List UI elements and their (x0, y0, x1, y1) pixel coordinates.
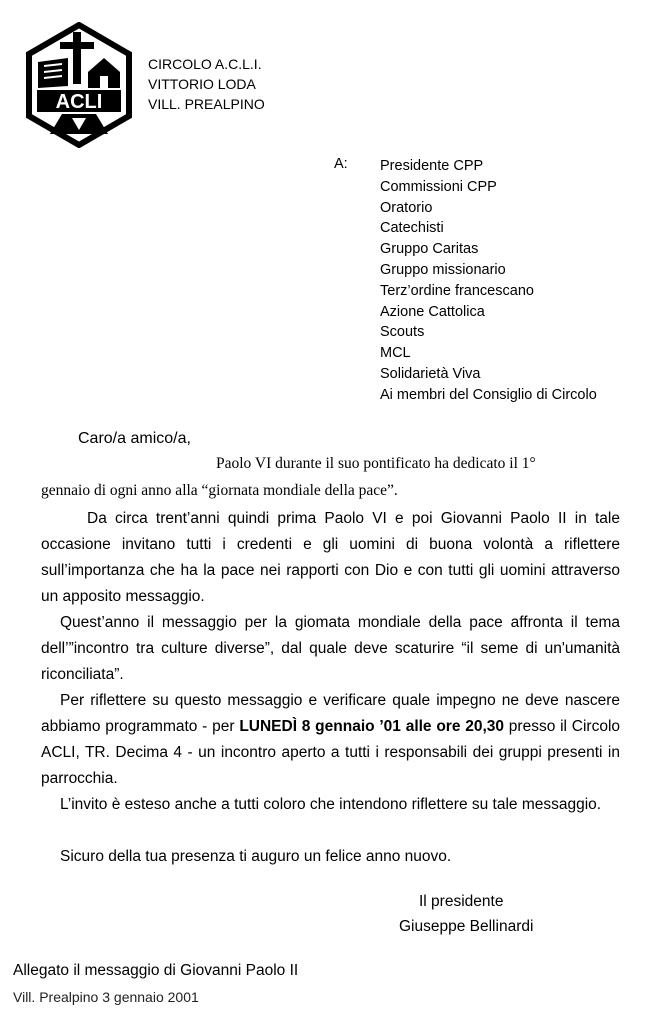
acli-logo (24, 22, 134, 148)
signature-name: Giuseppe Bellinardi (399, 918, 534, 935)
paragraph-3 (41, 688, 620, 792)
recipients-list (380, 156, 597, 406)
org-line: VILL. PREALPINO (148, 96, 265, 112)
paragraph-5: Sicuro della tua presenza ti auguro un felice anno nuovo. (60, 848, 452, 865)
paragraph-3-after: presso il Circolo ACLI, TR. Decima 4 - un incontro aperto a tutti i responsabili dei gruppi presenti in parrocchia. (41, 718, 621, 787)
recipient-item: Oratorio (380, 199, 433, 216)
paragraph-1: Da circa trent’anni quindi prima Paolo VI e poi Giovanni Paolo II in tale occasione invitano tutti i credenti e gli uomini di buona volontà a riflettere sull’importanza che ha la pace nei rapporti con Dio e con tutti gli uomini attraverso un apposito messaggio. (41, 510, 620, 605)
signature-title: Il presidente (419, 893, 504, 910)
recipient-item: Ai membri del Consiglio di Circolo (380, 386, 597, 403)
paragraph-2: Quest’anno il messaggio per la giomata mondiale della pace affronta il tema dell’”incontro tra culture diverse”, dal quale deve scaturire “il seme di un'umanità riconciliata”. (41, 614, 620, 683)
salutation: Caro/a amico/a, (78, 430, 191, 447)
recipient-item: Catechisti (380, 220, 444, 237)
intro-line-1: Paolo VI durante il suo pontificato ha dedicato il 1° (216, 455, 536, 472)
recipient-item: MCL (380, 345, 411, 362)
recipient-item: Commissioni CPP (380, 178, 497, 195)
intro-line-2: gennaio di ogni anno alla “giornata mondiale della pace”. (41, 482, 398, 499)
org-line: CIRCOLO A.C.L.I. (148, 56, 262, 72)
recipient-item: Azione Cattolica (380, 303, 485, 320)
recipient-item: Presidente CPP (380, 158, 484, 174)
recipient-item: Scouts (380, 324, 425, 341)
recipient-item: Terz’ordine francescano (380, 282, 534, 299)
attachment-note: Allegato il messaggio di Giovanni Paolo II (13, 962, 299, 979)
place-date: Vill. Prealpino 3 gennaio 2001 (13, 989, 199, 1005)
recipient-item: Gruppo Caritas (380, 241, 479, 258)
recipient-item: Solidarietà Viva (380, 365, 481, 382)
paragraph-4: L’invito è esteso anche a tutti coloro che intendono riflettere su tale messaggio. (60, 796, 602, 813)
recipient-item: Gruppo missionario (380, 261, 506, 278)
org-line: VITTORIO LODA (148, 76, 256, 92)
meeting-date: LUNEDÌ 8 gennaio ’01 alle ore 20,30 (239, 718, 505, 735)
paragraph-3-before: Per riflettere su questo messaggio e verificare quale impegno ne deve nascere abbiamo programmato - per (41, 692, 620, 735)
recipients-label: A: (334, 156, 348, 172)
logo-text: ACLI (55, 91, 103, 113)
organization-header (148, 54, 265, 114)
